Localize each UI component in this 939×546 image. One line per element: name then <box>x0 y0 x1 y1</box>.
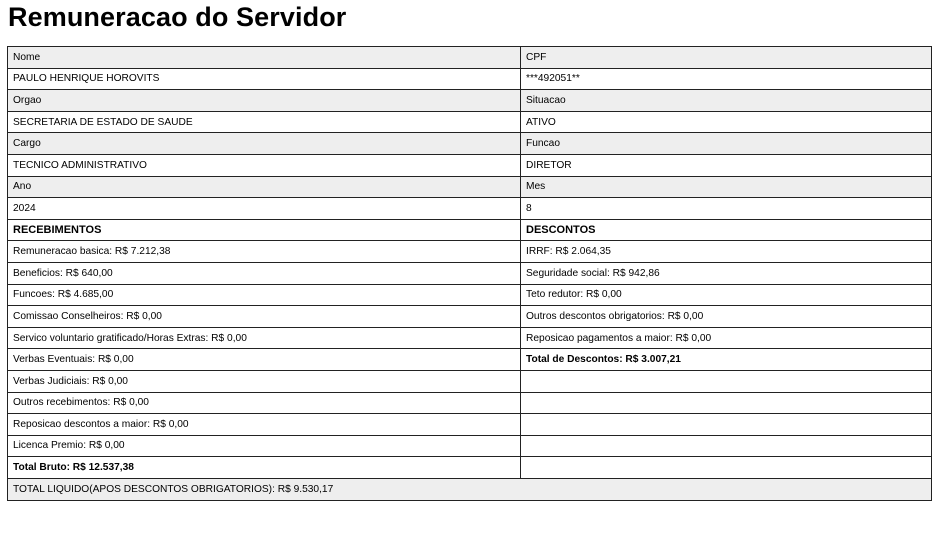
table-row <box>8 457 932 479</box>
recebimento-item: Remuneracao basica: R$ 7.212,38 <box>8 241 521 263</box>
table-row <box>8 349 932 371</box>
info-value-cpf: ***492051** <box>521 68 932 90</box>
recebimento-item: Licenca Premio: R$ 0,00 <box>8 435 521 457</box>
table-row <box>8 241 932 263</box>
table-row <box>8 435 932 457</box>
table-row <box>8 262 932 284</box>
info-label-row <box>8 47 932 69</box>
info-label-row <box>8 90 932 112</box>
table-row <box>8 370 932 392</box>
info-value-cargo: TECNICO ADMINISTRATIVO <box>8 154 521 176</box>
info-value-mes: 8 <box>521 198 932 220</box>
recebimento-item: Funcoes: R$ 4.685,00 <box>8 284 521 306</box>
desconto-item: Seguridade social: R$ 942,86 <box>521 262 932 284</box>
table-row <box>8 306 932 328</box>
page-title: Remuneracao do Servidor <box>8 2 347 32</box>
info-label-orgao: Orgao <box>8 90 521 112</box>
total-bruto: Total Bruto: R$ 12.537,38 <box>8 457 521 479</box>
info-value-ano: 2024 <box>8 198 521 220</box>
recebimento-item: Outros recebimentos: R$ 0,00 <box>8 392 521 414</box>
total-liquido: TOTAL LIQUIDO(APOS DESCONTOS OBRIGATORIOS): R$ 9.530,17 <box>8 478 932 500</box>
info-value-situacao: ATIVO <box>521 111 932 133</box>
descontos-header: DESCONTOS <box>521 219 932 241</box>
info-label-ano: Ano <box>8 176 521 198</box>
info-label-situacao: Situacao <box>521 90 932 112</box>
desconto-item: Reposicao pagamentos a maior: R$ 0,00 <box>521 327 932 349</box>
table-row <box>8 392 932 414</box>
table-row <box>8 414 932 436</box>
recebimento-item: Verbas Judiciais: R$ 0,00 <box>8 370 521 392</box>
total-descontos: Total de Descontos: R$ 3.007,21 <box>521 349 932 371</box>
section-header-row <box>8 219 932 241</box>
info-value-row <box>8 68 932 90</box>
desconto-item: Teto redutor: R$ 0,00 <box>521 284 932 306</box>
recebimento-item: Verbas Eventuais: R$ 0,00 <box>8 349 521 371</box>
info-value-nome: PAULO HENRIQUE HOROVITS <box>8 68 521 90</box>
table-row <box>8 327 932 349</box>
info-label-cargo: Cargo <box>8 133 521 155</box>
recebimento-item: Servico voluntario gratificado/Horas Extras: R$ 0,00 <box>8 327 521 349</box>
empty-cell <box>521 370 932 392</box>
info-label-funcao: Funcao <box>521 133 932 155</box>
recebimento-item: Comissao Conselheiros: R$ 0,00 <box>8 306 521 328</box>
total-liquido-row <box>8 478 932 500</box>
info-value-row <box>8 198 932 220</box>
info-label-mes: Mes <box>521 176 932 198</box>
info-value-orgao: SECRETARIA DE ESTADO DE SAUDE <box>8 111 521 133</box>
empty-cell <box>521 457 932 479</box>
info-value-row <box>8 154 932 176</box>
info-label-nome: Nome <box>8 47 521 69</box>
info-value-funcao: DIRETOR <box>521 154 932 176</box>
info-label-row <box>8 133 932 155</box>
table-row <box>8 284 932 306</box>
desconto-item: Outros descontos obrigatorios: R$ 0,00 <box>521 306 932 328</box>
recebimento-item: Reposicao descontos a maior: R$ 0,00 <box>8 414 521 436</box>
recebimento-item: Beneficios: R$ 640,00 <box>8 262 521 284</box>
info-label-row <box>8 176 932 198</box>
info-value-row <box>8 111 932 133</box>
recebimentos-header: RECEBIMENTOS <box>8 219 521 241</box>
empty-cell <box>521 435 932 457</box>
empty-cell <box>521 414 932 436</box>
desconto-item: IRRF: R$ 2.064,35 <box>521 241 932 263</box>
info-label-cpf: CPF <box>521 47 932 69</box>
remuneration-table <box>7 46 932 501</box>
empty-cell <box>521 392 932 414</box>
